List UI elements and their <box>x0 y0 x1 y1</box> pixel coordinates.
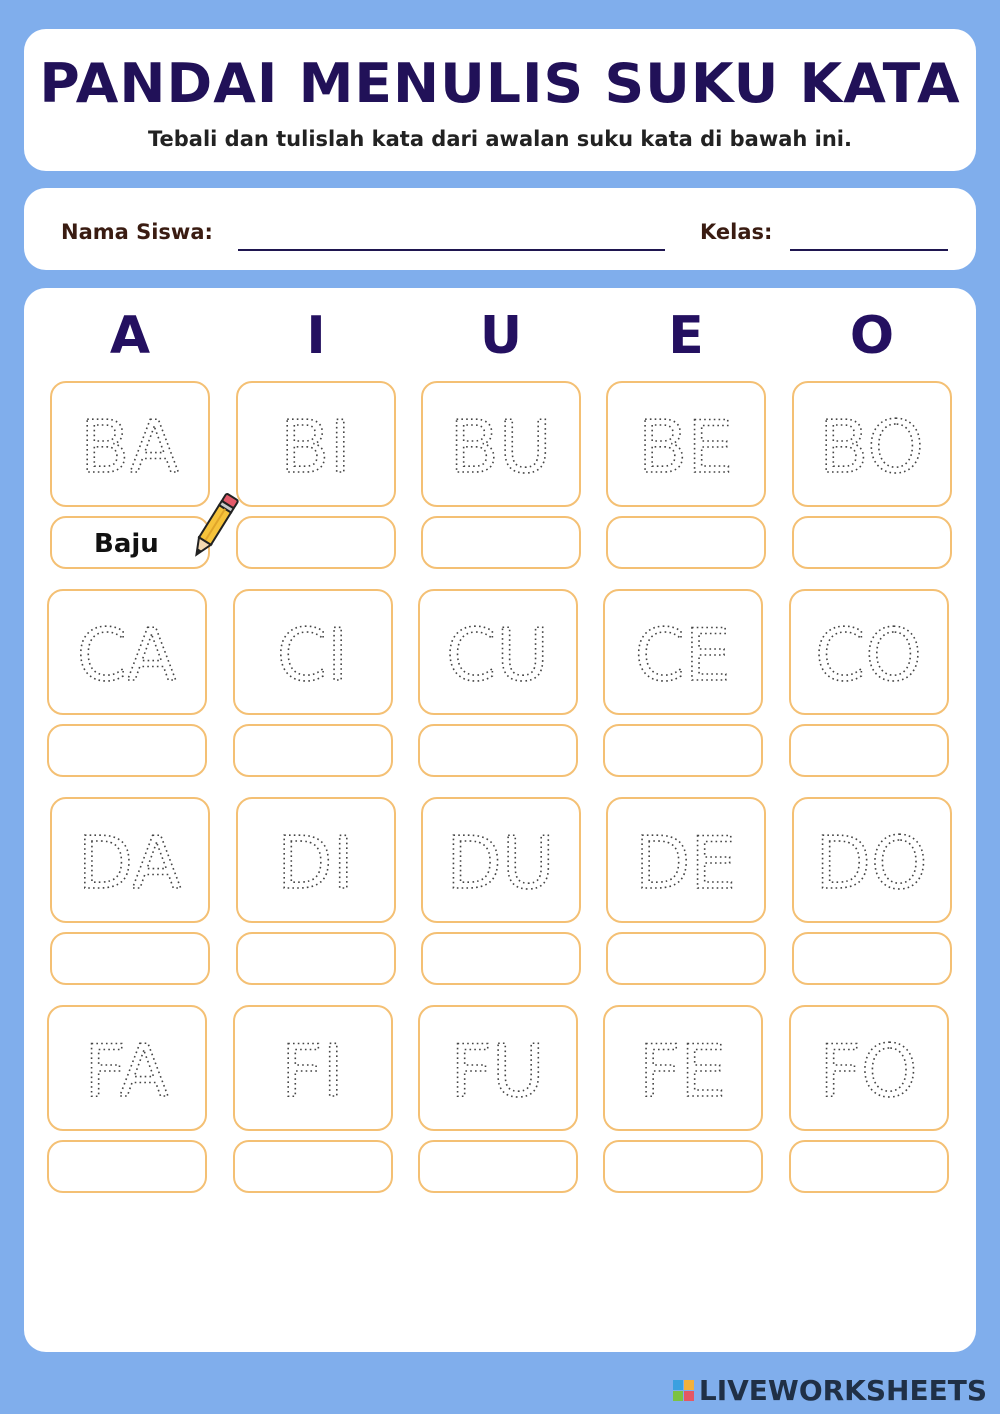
answer-input-fu[interactable] <box>418 1140 578 1193</box>
syllable-trace-box <box>606 797 766 923</box>
syllable-trace-box <box>236 797 396 923</box>
liveworksheets-logo <box>673 1374 987 1408</box>
syllable-trace-box <box>603 1005 763 1131</box>
dotted-syllable: FO <box>819 1029 918 1113</box>
header-card <box>24 29 976 171</box>
answer-input-fa[interactable] <box>47 1140 207 1193</box>
dotted-syllable: BA <box>80 405 179 489</box>
answer-input-fo[interactable] <box>789 1140 949 1193</box>
syllable-trace-box <box>418 1005 578 1131</box>
answer-input-di[interactable] <box>236 932 396 985</box>
syllable-trace-box <box>421 381 581 507</box>
syllable-trace-box <box>233 589 393 715</box>
answer-input-fi[interactable] <box>233 1140 393 1193</box>
syllable-trace-box <box>418 589 578 715</box>
answer-input-bo[interactable] <box>792 516 952 569</box>
dotted-syllable: BI <box>280 405 351 489</box>
syllable-trace-box <box>421 797 581 923</box>
answer-input-co[interactable] <box>789 724 949 777</box>
vowel-header-o: O <box>849 306 895 366</box>
answer-input-ci[interactable] <box>233 724 393 777</box>
pencil-icon <box>190 488 240 563</box>
dotted-syllable: BU <box>449 405 552 489</box>
syllable-trace-box <box>50 797 210 923</box>
dotted-syllable: CO <box>815 613 922 697</box>
dotted-syllable: CU <box>446 613 549 697</box>
dotted-syllable: FA <box>84 1029 169 1113</box>
page-instructions: Tebali dan tulislah kata dari awalan suku kata di bawah ini. <box>147 127 852 151</box>
vowel-header-u: U <box>479 306 523 366</box>
dotted-syllable: DO <box>815 821 928 905</box>
syllable-trace-box <box>603 589 763 715</box>
answer-input-ba[interactable] <box>50 516 210 569</box>
dotted-syllable: BO <box>819 405 924 489</box>
answer-input-du[interactable] <box>421 932 581 985</box>
dotted-syllable: FE <box>639 1029 726 1113</box>
footer-brand: LIVEWORKSHEETS <box>698 1374 987 1407</box>
syllable-trace-box <box>789 1005 949 1131</box>
dotted-syllable: CA <box>76 613 177 697</box>
vowel-header-i: I <box>306 306 326 366</box>
logo-mark-icon <box>673 1380 695 1402</box>
syllable-trace-box <box>50 381 210 507</box>
answer-input-bi[interactable] <box>236 516 396 569</box>
dotted-syllable: DE <box>635 821 736 905</box>
answer-input-ca[interactable] <box>47 724 207 777</box>
student-name-input[interactable] <box>238 249 665 251</box>
answer-input-ce[interactable] <box>603 724 763 777</box>
class-label: Kelas: <box>700 220 773 244</box>
student-info-card <box>24 188 976 270</box>
syllable-trace-box <box>606 381 766 507</box>
answer-input-cu[interactable] <box>418 724 578 777</box>
dotted-syllable: FU <box>450 1029 545 1113</box>
example-answer: Baju <box>94 529 159 559</box>
dotted-syllable: BE <box>638 405 733 489</box>
answer-input-de[interactable] <box>606 932 766 985</box>
syllable-trace-box <box>236 381 396 507</box>
vowel-header-e: E <box>668 306 704 366</box>
syllable-trace-box <box>47 589 207 715</box>
syllable-trace-box <box>792 797 952 923</box>
dotted-syllable: DI <box>277 821 354 905</box>
syllable-trace-box <box>47 1005 207 1131</box>
dotted-syllable: DA <box>77 821 182 905</box>
answer-input-fe[interactable] <box>603 1140 763 1193</box>
dotted-syllable: CE <box>634 613 731 697</box>
answer-input-da[interactable] <box>50 932 210 985</box>
syllable-trace-box <box>789 589 949 715</box>
answer-input-do[interactable] <box>792 932 952 985</box>
vowel-header-a: A <box>109 306 151 366</box>
class-input[interactable] <box>790 249 948 251</box>
syllable-trace-box <box>792 381 952 507</box>
syllable-trace-box <box>233 1005 393 1131</box>
dotted-syllable: FI <box>281 1029 344 1113</box>
dotted-syllable: DU <box>446 821 555 905</box>
student-name-label: Nama Siswa: <box>61 220 213 244</box>
answer-input-be[interactable] <box>606 516 766 569</box>
dotted-syllable: CI <box>276 613 349 697</box>
answer-input-bu[interactable] <box>421 516 581 569</box>
syllable-grid-card <box>24 288 976 1352</box>
page-title: PANDAI MENULIS SUKU KATA <box>39 52 961 115</box>
